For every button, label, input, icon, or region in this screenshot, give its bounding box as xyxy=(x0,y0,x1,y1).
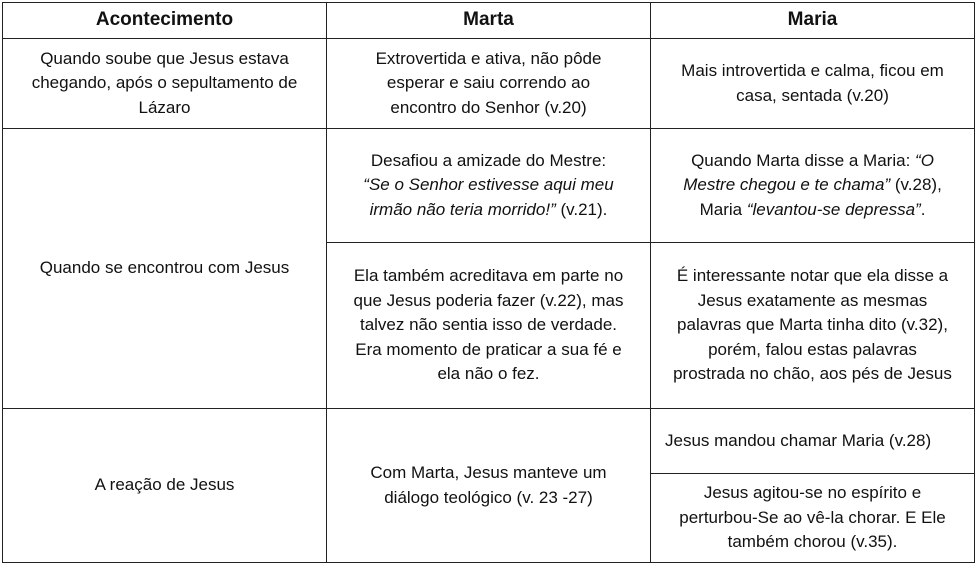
maria-text: Quando Marta disse a Maria: xyxy=(691,150,916,170)
maria-cell xyxy=(651,129,975,243)
marta-cell xyxy=(327,129,651,243)
marta-cell: Extrovertida e ativa, não pôde esperar e saiu correndo ao encontro do Senhor (v.20) xyxy=(327,39,651,129)
header-maria: Maria xyxy=(651,3,975,39)
comparison-table xyxy=(2,2,975,563)
marta-cell: Com Marta, Jesus manteve um diálogo teológico (v. 23 -27) xyxy=(327,409,651,563)
marta-ref: (v.21). xyxy=(555,199,608,219)
header-marta: Marta xyxy=(327,3,651,39)
table-row xyxy=(3,129,975,243)
maria-cell: Jesus agitou-se no espírito e perturbou-Se ao vê-la chorar. E Ele também chorou (v.35). xyxy=(651,474,975,563)
maria-cell: Mais introvertida e calma, ficou em casa, sentada (v.20) xyxy=(651,39,975,129)
header-row xyxy=(3,3,975,39)
maria-quote: “O Mestre chegou e te chama” xyxy=(683,150,934,195)
table-row xyxy=(3,409,975,474)
table-row xyxy=(3,39,975,129)
header-acontecimento: Acontecimento xyxy=(3,3,327,39)
maria-cell: É interessante notar que ela disse a Jesus exatamente as mesmas palavras que Marta tinha dito (v.32), porém, falou estas palavras prostrada no chão, aos pés de Jesus xyxy=(651,243,975,409)
marta-cell: Ela também acreditava em parte no que Jesus poderia fazer (v.22), mas talvez não sentia isso de verdade. Era momento de praticar a sua fé e ela não o fez. xyxy=(327,243,651,409)
maria-ref: (v.28), Maria xyxy=(699,175,942,219)
maria-end: . xyxy=(920,199,926,219)
event-cell: A reação de Jesus xyxy=(3,409,327,563)
marta-quote: “Se o Senhor estivesse aqui meu irmão não teria morrido!” xyxy=(363,175,614,219)
event-cell: Quando soube que Jesus estava chegando, após o sepultamento de Lázaro xyxy=(3,39,327,129)
maria-cell: Jesus mandou chamar Maria (v.28) xyxy=(651,409,975,474)
marta-text: Desafiou a amizade do Mestre: xyxy=(370,150,607,170)
event-cell: Quando se encontrou com Jesus xyxy=(3,129,327,409)
maria-quote-2: “levantou-se depressa” xyxy=(746,199,921,219)
